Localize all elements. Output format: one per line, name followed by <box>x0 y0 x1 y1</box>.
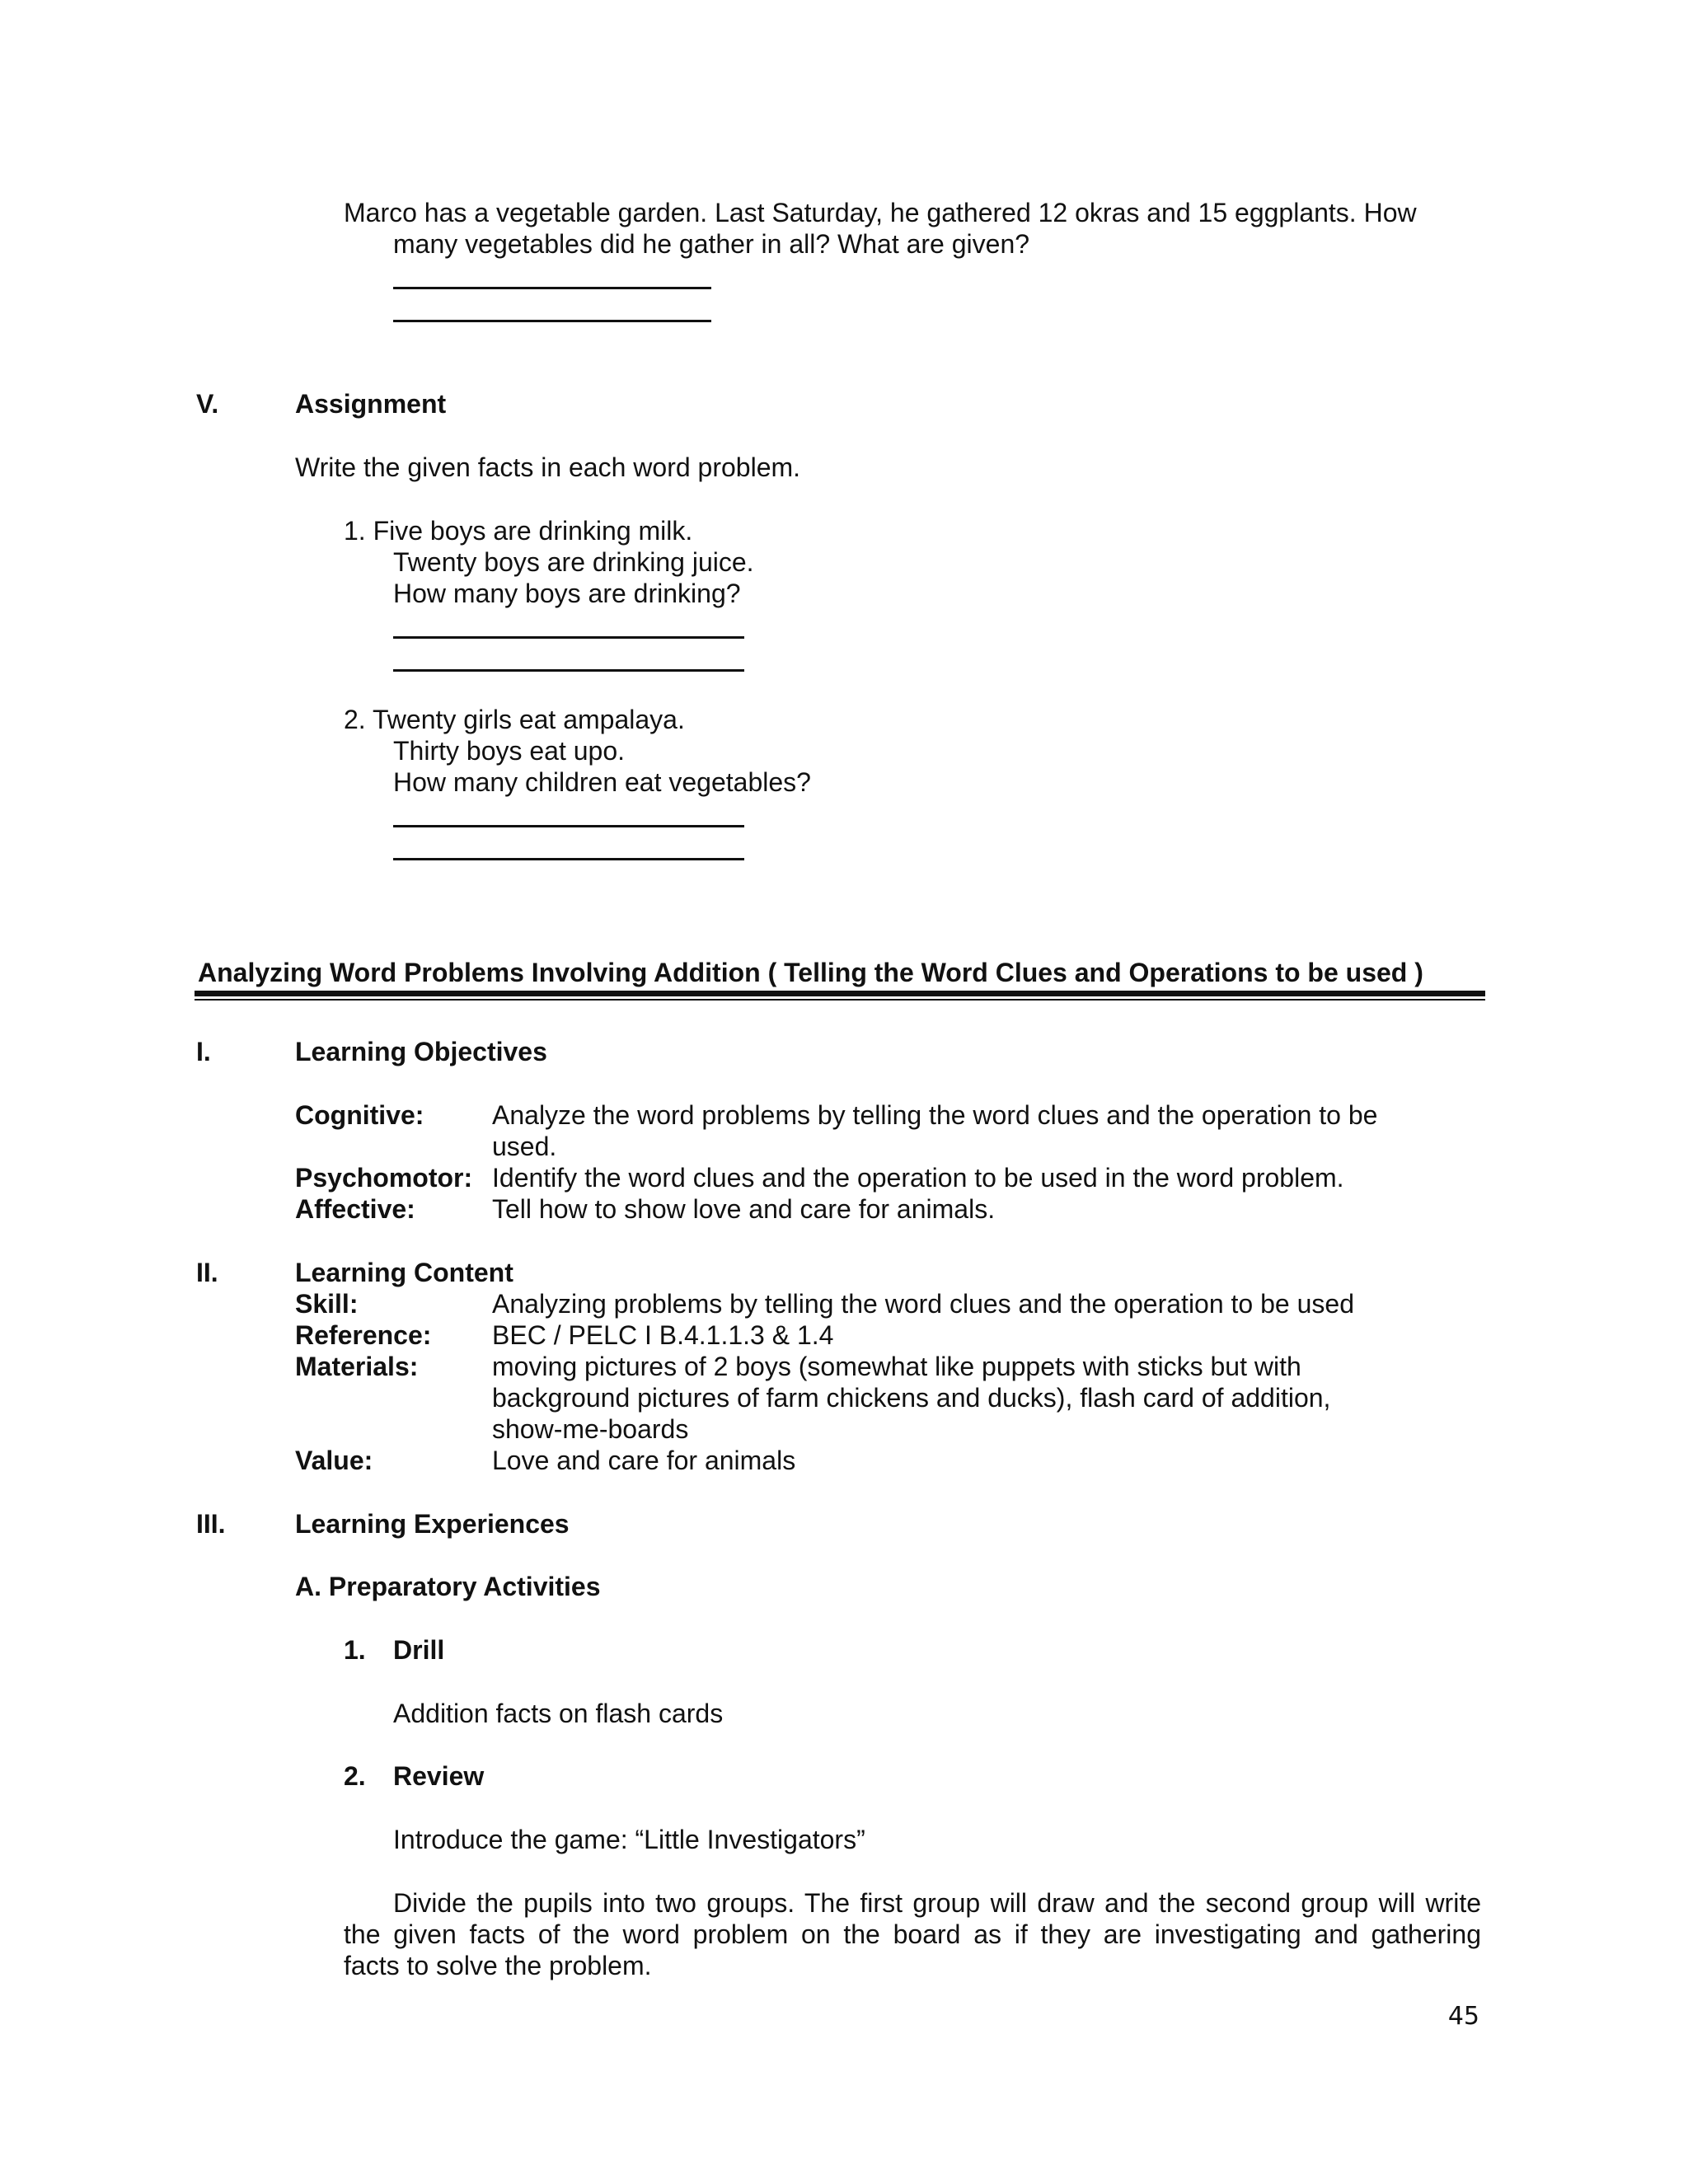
section-numeral: III. <box>196 1509 226 1539</box>
answer-blank <box>393 825 744 827</box>
section-heading-assignment: Assignment <box>295 389 447 419</box>
objective-label-affective: Affective: <box>295 1194 415 1224</box>
content-label-skill: Skill: <box>295 1289 359 1319</box>
lesson-title: Analyzing Word Problems Involving Addition ( Telling the Word Clues and Operations to be used ) <box>198 958 1423 987</box>
answer-blank <box>393 669 744 672</box>
objective-text-cognitive-cont: used. <box>492 1132 557 1161</box>
section-numeral: I. <box>196 1037 211 1066</box>
objective-text-affective: Tell how to show love and care for animals. <box>492 1194 996 1224</box>
section-heading-content: Learning Content <box>295 1258 513 1287</box>
section-heading-experiences: Learning Experiences <box>295 1509 570 1539</box>
content-text-materials-cont: show-me-boards <box>492 1414 689 1444</box>
review-paragraph-line-1: Divide the pupils into two groups. The first group will draw and the second group will write <box>393 1888 1481 1918</box>
objective-label-cognitive: Cognitive: <box>295 1100 424 1130</box>
objective-text-cognitive: Analyze the word problems by telling the word clues and the operation to be <box>492 1100 1378 1130</box>
content-text-materials: moving pictures of 2 boys (somewhat like puppets with sticks but with <box>492 1352 1301 1381</box>
content-text-skill: Analyzing problems by telling the word clues and the operation to be used <box>492 1289 1354 1319</box>
answer-blank <box>393 636 744 639</box>
review-number: 2. <box>344 1761 366 1791</box>
page-number: 45 <box>1447 2002 1479 2031</box>
objective-label-psychomotor: Psychomotor: <box>295 1163 473 1193</box>
title-rule-thin <box>195 999 1485 1001</box>
assignment-item-2-line-2: Thirty boys eat upo. <box>393 736 626 766</box>
content-label-value: Value: <box>295 1446 373 1475</box>
assignment-item-1-line-2: Twenty boys are drinking juice. <box>393 547 754 577</box>
drill-heading: Drill <box>393 1635 445 1665</box>
subheading-preparatory: A. Preparatory Activities <box>295 1572 601 1601</box>
content-label-reference: Reference: <box>295 1320 432 1350</box>
marco-problem-line-1: Marco has a vegetable garden. Last Saturday, he gathered 12 okras and 15 eggplants. How <box>344 198 1417 227</box>
assignment-item-2-line-1: 2. Twenty girls eat ampalaya. <box>344 705 685 734</box>
assignment-item-1-line-3: How many boys are drinking? <box>393 579 741 608</box>
assignment-item-2-line-3: How many children eat vegetables? <box>393 767 811 797</box>
assignment-item-1-line-1: 1. Five boys are drinking milk. <box>344 516 693 546</box>
drill-number: 1. <box>344 1635 366 1665</box>
content-label-materials: Materials: <box>295 1352 419 1381</box>
assignment-instruction: Write the given facts in each word problem. <box>295 452 801 482</box>
objective-text-psychomotor: Identify the word clues and the operation to be used in the word problem. <box>492 1163 1344 1193</box>
review-heading: Review <box>393 1761 485 1791</box>
answer-blank <box>393 320 711 322</box>
content-text-reference: BEC / PELC I B.4.1.1.3 & 1.4 <box>492 1320 834 1350</box>
answer-blank <box>393 858 744 860</box>
section-heading-objectives: Learning Objectives <box>295 1037 547 1066</box>
review-intro: Introduce the game: “Little Investigators” <box>393 1825 865 1854</box>
review-paragraph-line-3: facts to solve the problem. <box>344 1951 652 1980</box>
content-text-value: Love and care for animals <box>492 1446 796 1475</box>
review-paragraph-line-2: the given facts of the word problem on the board as if they are investigating and gathering <box>344 1919 1481 1949</box>
section-numeral: V. <box>196 389 219 419</box>
marco-problem-line-2: many vegetables did he gather in all? What are given? <box>393 229 1030 259</box>
title-rule-thick <box>195 991 1485 996</box>
drill-text: Addition facts on flash cards <box>393 1699 724 1728</box>
content-text-materials-cont: background pictures of farm chickens and ducks), flash card of addition, <box>492 1383 1331 1413</box>
section-numeral: II. <box>196 1258 218 1287</box>
answer-blank <box>393 287 711 289</box>
